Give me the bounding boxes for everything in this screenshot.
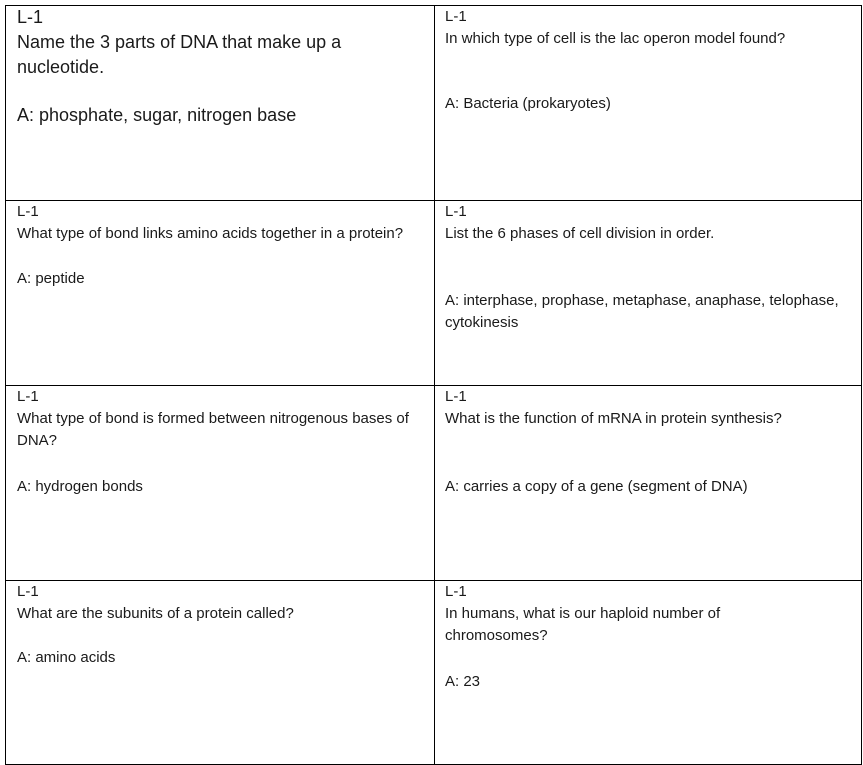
card-question: List the 6 phases of cell division in order. [445, 225, 715, 242]
card-question: In humans, what is our haploid number of chromosomes? [445, 605, 721, 644]
card-label: L-1 [445, 8, 467, 25]
card-question: What type of bond links amino acids together in a protein? [17, 225, 404, 242]
card-answer: A: interphase, prophase, metaphase, anaphase, telophase, cytokinesis [445, 292, 839, 331]
card-label: L-1 [17, 583, 39, 600]
flashcard [445, 581, 850, 693]
card-label: L-1 [445, 203, 467, 220]
column-divider [434, 5, 435, 765]
card-label: L-1 [445, 388, 467, 405]
table-border [861, 5, 862, 765]
card-question: What are the subunits of a protein called? [17, 605, 294, 622]
card-answer: A: Bacteria (prokaryotes) [445, 95, 611, 112]
card-answer: A: hydrogen bonds [17, 478, 143, 495]
card-question: In which type of cell is the lac operon model found? [445, 30, 786, 47]
card-label: L-1 [17, 388, 39, 405]
card-answer: A: carries a copy of a gene (segment of DNA) [445, 478, 748, 495]
card-answer: A: phosphate, sugar, nitrogen base [17, 105, 297, 125]
flashcard [445, 6, 850, 115]
card-question: What is the function of mRNA in protein synthesis? [445, 410, 782, 427]
card-answer: A: peptide [17, 270, 85, 287]
flashcard [17, 581, 422, 669]
card-question: What type of bond is formed between nitrogenous bases of DNA? [17, 410, 409, 449]
flashcard [17, 5, 422, 128]
card-question: Name the 3 parts of DNA that make up a nucleotide. [17, 32, 342, 77]
card-label: L-1 [17, 203, 39, 220]
card-label: L-1 [17, 7, 44, 27]
flashcard [445, 201, 850, 334]
card-label: L-1 [445, 583, 467, 600]
flashcard [17, 386, 422, 498]
card-answer: A: 23 [445, 673, 481, 690]
card-answer: A: amino acids [17, 649, 116, 666]
table-border [5, 5, 6, 765]
flashcard [445, 386, 850, 498]
flashcard [17, 201, 422, 290]
